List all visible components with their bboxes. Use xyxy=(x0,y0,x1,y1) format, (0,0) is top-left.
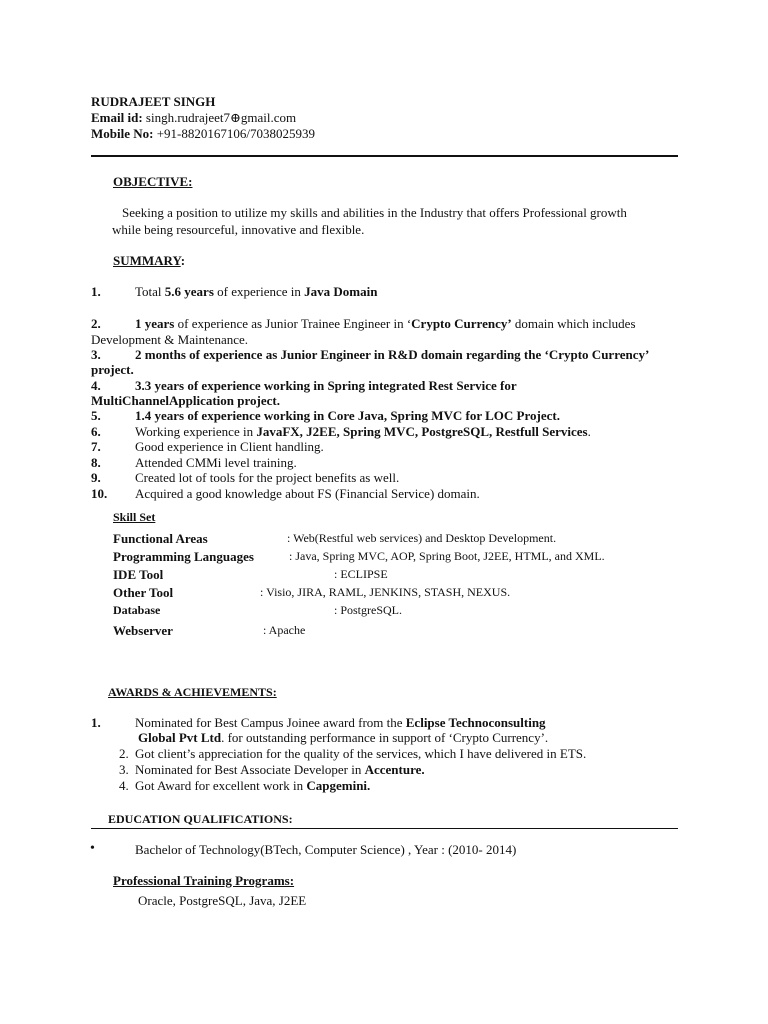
summary-num-10: 10. xyxy=(91,486,108,501)
skill-label-ide: IDE Tool xyxy=(113,567,164,582)
summary-num-2: 2. xyxy=(91,316,101,331)
summary-num-3: 3. xyxy=(91,347,101,362)
skills-heading: Skill Set xyxy=(113,510,156,524)
skill-value-other-tool: : Visio, JIRA, RAML, JENKINS, STASH, NEXUS. xyxy=(260,585,511,599)
summary-num-1: 1. xyxy=(91,284,101,299)
education-heading: EDUCATION QUALIFICATIONS: xyxy=(108,812,293,826)
email-line xyxy=(91,110,296,125)
summary-item-7: Good experience in Client handling. xyxy=(135,439,324,454)
summary-item-6: Working experience in JavaFX, J2EE, Spring MVC, PostgreSQL, Restfull Services. xyxy=(135,424,591,439)
education-divider xyxy=(91,828,678,829)
summary-item-3: 2 months of experience as Junior Engineer in R&D domain regarding the ‘Crypto Currency’ xyxy=(135,347,650,362)
award-item-4: Got Award for excellent work in Capgemini. xyxy=(135,778,371,793)
skill-label-database: Database xyxy=(113,603,161,617)
skill-value-webserver: : Apache xyxy=(263,623,306,637)
summary-item-2-cont: Development & Maintenance. xyxy=(91,332,249,347)
summary-heading: SUMMARY: xyxy=(113,253,186,268)
email-value: singh.rudrajeet7⊕gmail.com xyxy=(142,110,297,125)
skill-label-other-tool: Other Tool xyxy=(113,585,174,600)
summary-item-10: Acquired a good knowledge about FS (Financial Service) domain. xyxy=(135,486,480,501)
summary-item-4: 3.3 years of experience working in Spring integrated Rest Service for xyxy=(135,378,517,393)
award-num-3: 3. xyxy=(119,762,129,777)
summary-item-4-cont: MultiChannelApplication project. xyxy=(91,393,280,408)
summary-item-3-cont: project. xyxy=(91,362,134,377)
award-item-1-cont: Global Pvt Ltd. for outstanding performance in support of ‘Crypto Currency’. xyxy=(138,730,549,745)
header-divider xyxy=(91,155,678,157)
candidate-name: RUDRAJEET SINGH xyxy=(91,94,216,109)
objective-line-2: while being resourceful, innovative and flexible. xyxy=(112,222,365,237)
summary-item-1: Total 5.6 years of experience in Java Domain xyxy=(135,284,378,299)
award-num-2: 2. xyxy=(119,746,129,761)
award-item-1: Nominated for Best Campus Joinee award from the Eclipse Technoconsulting xyxy=(135,715,546,730)
summary-num-6: 6. xyxy=(91,424,101,439)
award-item-2: Got client’s appreciation for the quality of the services, which I have delivered in ETS. xyxy=(135,746,587,761)
education-item: Bachelor of Technology(BTech, Computer Science) , Year : (2010- 2014) xyxy=(135,842,517,857)
training-heading: Professional Training Programs: xyxy=(113,873,295,888)
award-num-1: 1. xyxy=(91,715,101,730)
award-item-3: Nominated for Best Associate Developer in Accenture. xyxy=(135,762,425,777)
summary-num-8: 8. xyxy=(91,455,101,470)
award-num-4: 4. xyxy=(119,778,129,793)
awards-heading: AWARDS & ACHIEVEMENTS: xyxy=(108,685,277,699)
skill-value-ide: : ECLIPSE xyxy=(334,567,388,581)
summary-num-4: 4. xyxy=(91,378,101,393)
skill-value-programming: : Java, Spring MVC, AOP, Spring Boot, J2EE, HTML, and XML. xyxy=(289,549,605,563)
summary-num-9: 9. xyxy=(91,470,101,485)
objective-line-1: Seeking a position to utilize my skills and abilities in the Industry that offers Professional growth xyxy=(122,205,627,220)
summary-item-8: Attended CMMi level training. xyxy=(135,455,297,470)
training-value: Oracle, PostgreSQL, Java, J2EE xyxy=(138,893,307,908)
mobile-line xyxy=(91,126,315,141)
mobile-label: Mobile No: xyxy=(91,126,154,141)
skill-value-functional-areas: : Web(Restful web services) and Desktop Development. xyxy=(287,531,557,545)
skill-label-programming: Programming Languages xyxy=(113,549,254,564)
skill-label-webserver: Webserver xyxy=(113,623,173,638)
summary-num-7: 7. xyxy=(91,439,101,454)
bullet-icon: • xyxy=(90,841,95,856)
summary-item-5: 1.4 years of experience working in Core Java, Spring MVC for LOC Project. xyxy=(135,408,560,423)
skill-label-functional-areas: Functional Areas xyxy=(113,531,208,546)
summary-item-9: Created lot of tools for the project benefits as well. xyxy=(135,470,400,485)
summary-num-5: 5. xyxy=(91,408,101,423)
skill-value-database: : PostgreSQL. xyxy=(334,603,403,617)
objective-heading: OBJECTIVE: xyxy=(113,174,193,189)
email-label: Email id: xyxy=(91,110,143,125)
mobile-value: +91-8820167106/7038025939 xyxy=(153,126,315,141)
summary-item-2: 1 years of experience as Junior Trainee Engineer in ‘Crypto Currency’ domain which includes xyxy=(135,316,636,331)
